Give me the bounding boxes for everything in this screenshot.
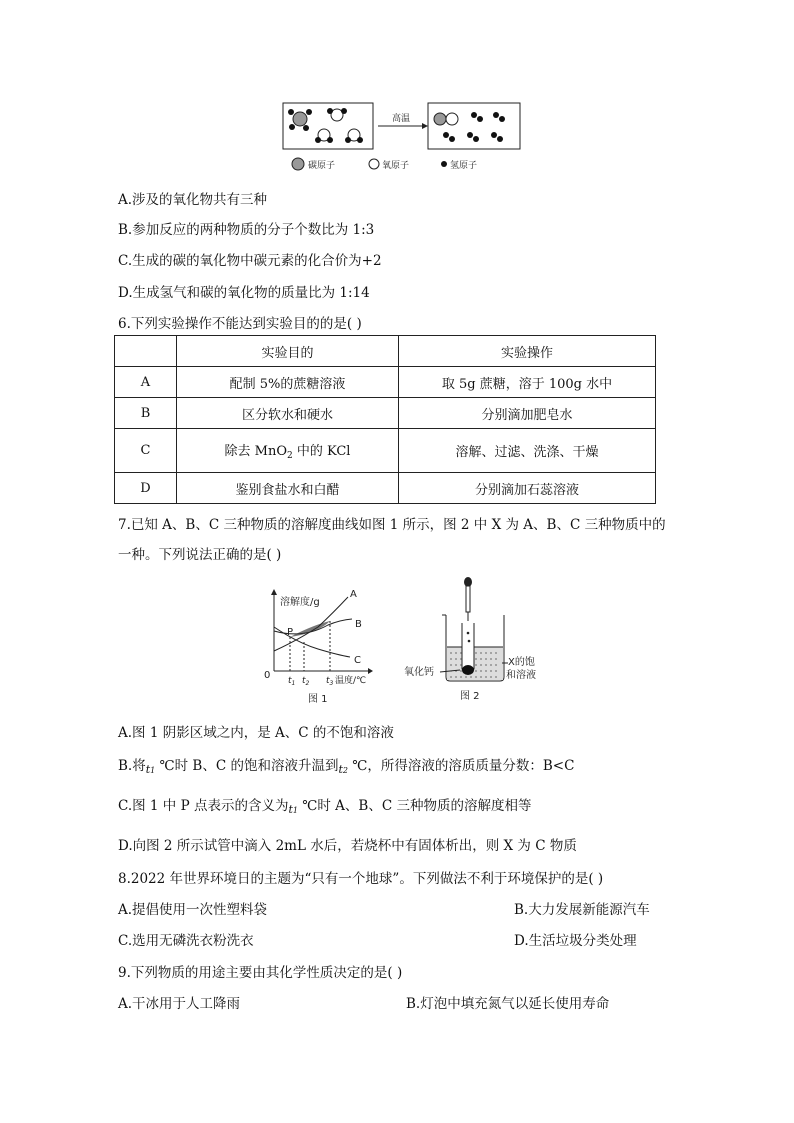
q9-option-a: A.干冰用于人工降雨 — [118, 996, 241, 1012]
row-letter: D — [115, 473, 177, 504]
reaction-diagram — [282, 102, 522, 174]
q7-stem-line2: 一种。下列说法正确的是( ) — [118, 547, 282, 563]
table-row — [115, 429, 656, 473]
legend-oxygen: 氧原子 — [382, 161, 410, 171]
reaction-figure — [282, 102, 522, 174]
tick-t2: $t_2$ — [302, 676, 310, 687]
q8-option-b: B.大力发展新能源汽车 — [514, 902, 650, 918]
row-purpose: 区分软水和硬水 — [177, 398, 399, 429]
table-row — [115, 367, 656, 398]
q7-stem-line1: 7.已知 A、B、C 三种物质的溶解度曲线如图 1 所示，图 2 中 X 为 A、B、C 三种物质中的 — [118, 517, 666, 533]
fig2-label-x-line2: 和溶液 — [506, 670, 536, 681]
beaker-figure — [402, 575, 542, 710]
fig2-label-cao: 氧化钙 — [404, 667, 434, 678]
row-purpose: 配制 5%的蔗糖溶液 — [177, 367, 399, 398]
table-header-cell — [115, 336, 177, 367]
row-purpose: 鉴别食盐水和白醋 — [177, 473, 399, 504]
row-letter: A — [115, 367, 177, 398]
q9-option-b: B.灯泡中填充氮气以延长使用寿命 — [406, 996, 610, 1012]
q9-stem: 9.下列物质的用途主要由其化学性质决定的是( ) — [118, 965, 403, 981]
origin-label: 0 — [264, 670, 271, 681]
q5-option-d: D.生成氢气和碳的氧化物的质量比为 1:14 — [118, 285, 370, 301]
fig2-caption: 图 2 — [460, 691, 480, 702]
q6-stem: 6.下列实验操作不能达到实验目的的是( ) — [118, 316, 362, 332]
q6-table — [114, 335, 656, 504]
curve-b-label: B — [355, 619, 362, 630]
row-letter: B — [115, 398, 177, 429]
table-header-row — [115, 336, 656, 367]
legend-carbon: 碳原子 — [308, 161, 336, 171]
purpose-subscript: 2 — [287, 451, 293, 461]
q7-option-c: C.图 1 中 P 点表示的含义为$_{t1}$ ℃时 A、B、C 三种物质的溶解度相等 — [118, 798, 532, 816]
row-letter: C — [115, 429, 177, 473]
q8-option-d: D.生活垃圾分类处理 — [514, 933, 637, 949]
q5-option-c: C.生成的碳的氧化物中碳元素的化合价为+2 — [118, 253, 382, 269]
table-row — [115, 398, 656, 429]
row-operation: 分别滴加石蕊溶液 — [399, 473, 656, 504]
table-row — [115, 473, 656, 504]
tick-t3: $t_3$ — [326, 676, 334, 687]
q8-option-c: C.选用无磷洗衣粉洗衣 — [118, 933, 254, 949]
fig1-caption: 图 1 — [308, 694, 328, 705]
q7-option-d: D.向图 2 所示试管中滴入 2mL 水后，若烧杯中有固体析出，则 X 为 C 物质 — [118, 838, 577, 854]
purpose-pre: 除去 MnO — [224, 444, 287, 459]
q8-option-a: A.提倡使用一次性塑料袋 — [118, 902, 268, 918]
q8-stem: 8.2022 年世界环境日的主题为“只有一个地球”。下列做法不利于环境保护的是( ) — [118, 871, 604, 887]
q5-option-b: B.参加反应的两种物质的分子个数比为 1:3 — [118, 222, 375, 238]
beaker-diagram — [402, 575, 542, 710]
q7-option-b: B.将$_{t1}$ ℃时 B、C 的饱和溶液升温到$_{t2}$ ℃，所得溶液的溶质质量分数：B<C — [118, 758, 575, 776]
tick-t1: $t_1$ — [288, 676, 296, 687]
table-header-cell: 实验目的 — [177, 336, 399, 367]
curve-c-label: C — [354, 655, 361, 666]
point-p-label: P — [287, 627, 294, 638]
fig2-label-x-line1: X的饱 — [508, 657, 535, 668]
q7-option-a: A.图 1 阴影区域之内，是 A、C 的不饱和溶液 — [118, 725, 394, 741]
solubility-graph — [258, 585, 378, 710]
row-operation: 分别滴加肥皂水 — [399, 398, 656, 429]
arrow-label: 高温 — [392, 114, 411, 124]
purpose-post: 中的 KCl — [292, 444, 351, 459]
solubility-figure — [258, 585, 378, 710]
row-operation: 溶解、过滤、洗涤、干燥 — [399, 429, 656, 473]
curve-a-label: A — [350, 589, 357, 600]
table-header-cell: 实验操作 — [399, 336, 656, 367]
q5-option-a: A.涉及的氧化物共有三种 — [118, 192, 268, 208]
x-axis-label: 温度/℃ — [335, 676, 367, 686]
legend-hydrogen: 氢原子 — [450, 161, 478, 171]
row-operation: 取 5g 蔗糖，溶于 100g 水中 — [399, 367, 656, 398]
y-axis-label: 溶解度/g — [280, 597, 320, 608]
row-purpose — [177, 429, 399, 473]
